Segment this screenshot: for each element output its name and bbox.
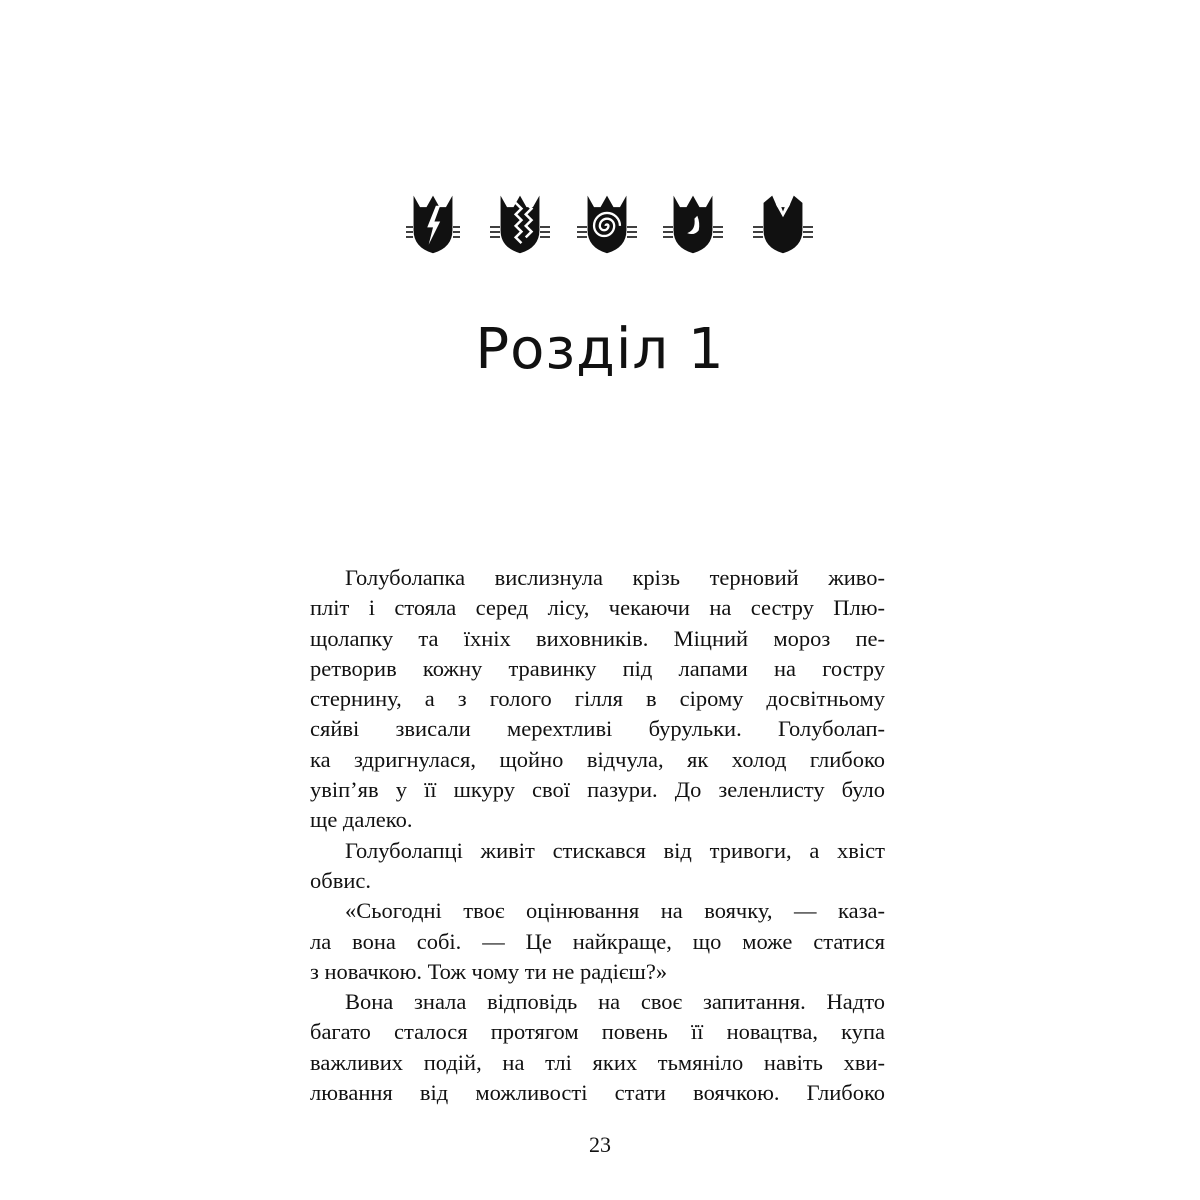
text-line: пліт і стояла серед лісу, чекаючи на сестру Плю- xyxy=(310,595,885,621)
text-line: ретворив кожну травинку під лапами на гостру xyxy=(310,655,885,681)
wind-clan-icon xyxy=(577,196,637,254)
text-line: важливих подій, на тлі яких тьмяніло навіть хви- xyxy=(310,1049,885,1075)
sky-clan-icon xyxy=(753,196,813,254)
text-line: увіп’яв у її шкуру свої пазури. До зеленлисту було xyxy=(310,777,885,803)
text-line: Голуболапка вислизнула крізь терновий живо- xyxy=(345,565,885,590)
text-line: щолапку та їхніх виховників. Міцний мороз пе- xyxy=(310,625,885,651)
text-line: з новачкою. Тож чому ти не радієш?» xyxy=(310,958,668,984)
text-line: Голуболапці живіт стискався від тривоги, а хвіст xyxy=(345,837,885,863)
shadow-clan-icon xyxy=(663,196,723,254)
river-clan-icon xyxy=(490,196,550,254)
chapter-title: Розділ 1 xyxy=(475,317,725,382)
text-line: «Сьогодні твоє оцінювання на воячку, — каза- xyxy=(345,898,885,924)
text-line: обвис. xyxy=(310,867,371,893)
text-line: стернину, а з голого гілля в сірому досвітньому xyxy=(310,686,885,712)
page-number: 23 xyxy=(589,1132,611,1157)
text-line: лювання від можливості стати воячкою. Глибоко xyxy=(310,1080,885,1106)
text-line: ка здригнулася, щойно відчула, як холод глибоко xyxy=(310,746,885,772)
thunder-clan-icon xyxy=(406,196,460,254)
text-line: сяйві звисали мерехтливі бурульки. Голуболап- xyxy=(310,716,885,742)
text-line: багато сталося протягом повень її новацтва, купа xyxy=(310,1019,885,1045)
text-line: Вона знала відповідь на своє запитання. Надто xyxy=(345,989,885,1015)
text-line: ла вона собі. — Це найкраще, що може статися xyxy=(310,928,885,954)
clan-icons-row xyxy=(405,185,835,265)
body-text xyxy=(310,563,885,1108)
text-line: ще далеко. xyxy=(310,807,413,833)
